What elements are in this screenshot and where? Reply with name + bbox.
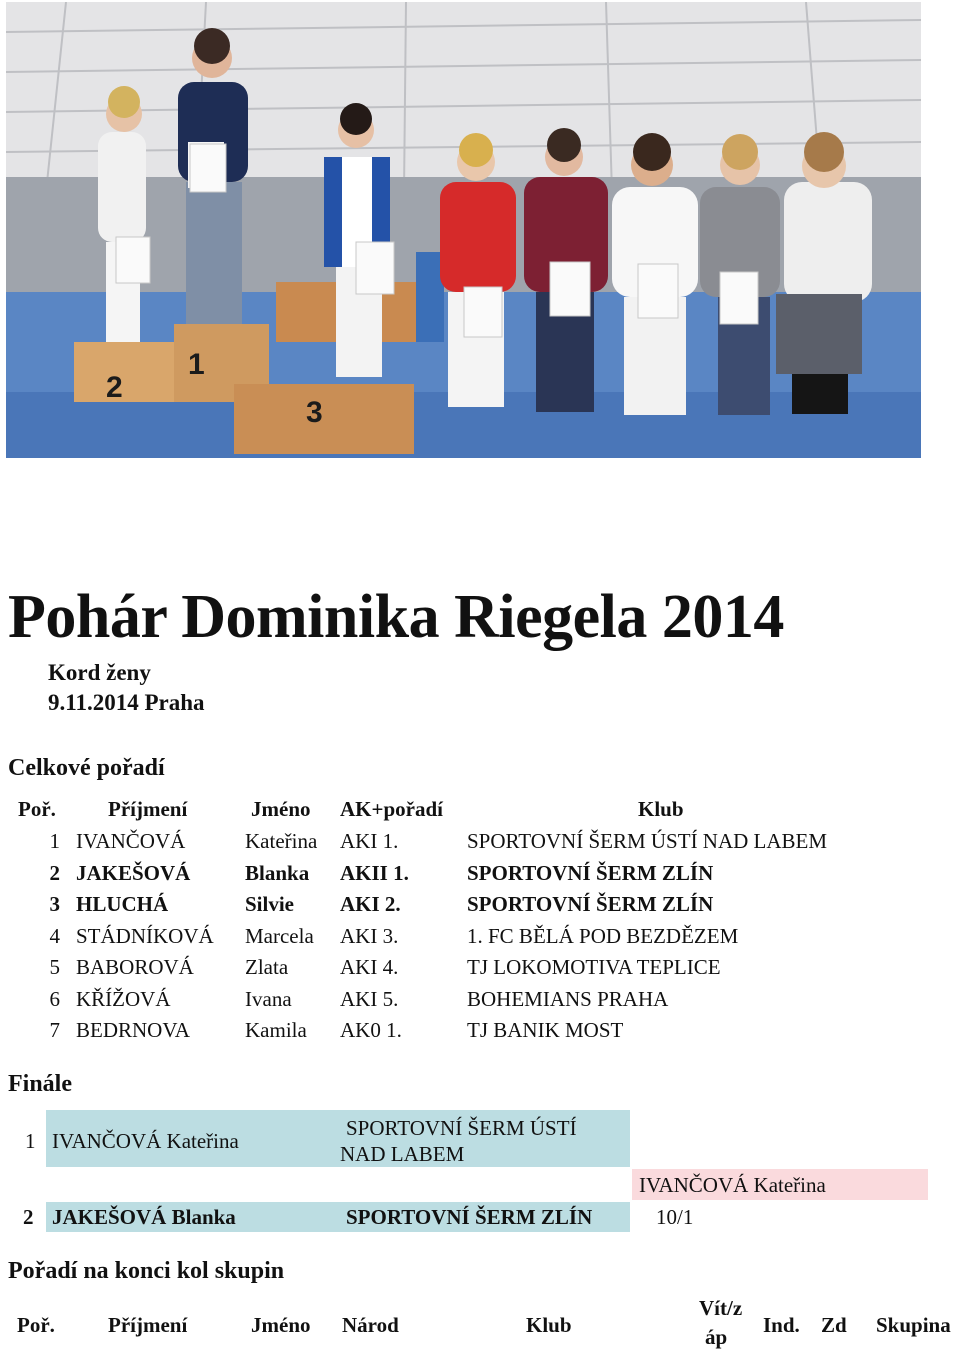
pool-col-surname: Příjmení	[108, 1313, 188, 1337]
cell-name: Blanka	[245, 861, 310, 885]
cell-rank: 7	[49, 1018, 60, 1042]
cell-ak: AKI 4.	[340, 955, 399, 979]
cell-surname: JAKEŠOVÁ	[76, 861, 191, 885]
table-row	[0, 829, 960, 859]
col-header-club: Klub	[638, 797, 684, 821]
cell-ak: AKI 1.	[340, 829, 399, 853]
cell-ak: AKI 3.	[340, 924, 399, 948]
pool-col-pool: Skupina	[876, 1313, 951, 1337]
overall-standings-heading: Celkové pořadí	[8, 755, 165, 781]
finale-fencer-2-club: SPORTOVNÍ ŠERM ZLÍN	[346, 1205, 593, 1229]
cell-surname: KŘÍŽOVÁ	[76, 987, 171, 1011]
cell-name: Ivana	[245, 987, 292, 1011]
cell-club: SPORTOVNÍ ŠERM ÚSTÍ NAD LABEM	[467, 829, 828, 853]
finale-fencer-2-box	[46, 1202, 630, 1232]
pool-standings-header-row	[0, 1296, 960, 1354]
event-category: Kord ženy	[48, 660, 151, 685]
pool-col-wins-line1: Vít/z	[699, 1296, 743, 1320]
finale-fencer-1-name: IVANČOVÁ Kateřina	[52, 1129, 239, 1153]
event-date-place: 9.11.2014 Praha	[48, 690, 205, 715]
cell-surname: STÁDNÍKOVÁ	[76, 924, 214, 948]
pool-col-name: Jméno	[251, 1313, 311, 1337]
table-row	[0, 861, 960, 891]
podium-number-2: 2	[106, 371, 123, 404]
finale-seed-2: 2	[23, 1205, 34, 1229]
col-header-surname: Příjmení	[108, 797, 188, 821]
cell-name: Silvie	[245, 892, 295, 916]
pool-col-club: Klub	[526, 1313, 572, 1337]
cell-surname: BEDRNOVA	[76, 1018, 190, 1042]
cell-surname: HLUCHÁ	[76, 892, 169, 916]
finale-fencer-1-club-line1: SPORTOVNÍ ŠERM ÚSTÍ	[346, 1116, 577, 1140]
cell-name: Kateřina	[245, 829, 318, 853]
finale-fencer-2-name: JAKEŠOVÁ Blanka	[52, 1205, 236, 1229]
finale-winner-name: IVANČOVÁ Kateřina	[639, 1173, 826, 1197]
col-header-ak: AK+pořadí	[340, 797, 443, 821]
table-row	[0, 1018, 960, 1048]
finale-winner-box	[632, 1169, 928, 1200]
finale-score: 10/1	[656, 1205, 694, 1229]
cell-name: Zlata	[245, 955, 289, 979]
table-row	[0, 987, 960, 1017]
finale-heading: Finále	[8, 1071, 72, 1097]
col-header-rank: Poř.	[18, 797, 56, 821]
cell-ak: AKI 5.	[340, 987, 399, 1011]
podium-photo	[6, 2, 921, 458]
table-row	[0, 924, 960, 954]
finale-bracket	[0, 1108, 960, 1238]
cell-club: BOHEMIANS PRAHA	[467, 987, 669, 1011]
pool-standings-heading: Pořadí na konci kol skupin	[8, 1258, 285, 1284]
table-row	[0, 955, 960, 985]
cell-rank: 6	[49, 987, 60, 1011]
table-row	[0, 892, 960, 922]
finale-seed-1: 1	[25, 1129, 36, 1153]
cell-ak: AKII 1.	[340, 861, 409, 885]
finale-fencer-1-box	[46, 1110, 630, 1167]
cell-ak: AKI 2.	[340, 892, 401, 916]
pool-col-wins-line2: áp	[705, 1325, 728, 1349]
pool-col-touches: Zd	[821, 1313, 847, 1337]
pool-col-nation: Národ	[342, 1313, 399, 1337]
finale-fencer-1-club-line2: NAD LABEM	[340, 1142, 465, 1166]
cell-club: 1. FC BĚLÁ POD BEZDĚZEM	[467, 924, 739, 948]
pool-col-index: Ind.	[763, 1313, 800, 1337]
cell-club: SPORTOVNÍ ŠERM ZLÍN	[467, 892, 714, 916]
overall-standings-table	[0, 797, 960, 1057]
cell-rank: 3	[49, 892, 60, 916]
cell-surname: BABOROVÁ	[76, 955, 194, 979]
cell-club: TJ LOKOMOTIVA TEPLICE	[467, 955, 721, 979]
podium-number-1: 1	[188, 348, 205, 381]
cell-name: Kamila	[245, 1018, 307, 1042]
cell-rank: 4	[49, 924, 60, 948]
cell-rank: 5	[49, 955, 60, 979]
cell-club: SPORTOVNÍ ŠERM ZLÍN	[467, 861, 714, 885]
col-header-name: Jméno	[251, 797, 311, 821]
cell-club: TJ BANIK MOST	[467, 1018, 624, 1042]
pool-col-rank: Poř.	[17, 1313, 55, 1337]
cell-name: Marcela	[245, 924, 314, 948]
cell-rank: 1	[49, 829, 60, 853]
cell-ak: AK0 1.	[340, 1018, 402, 1042]
podium-number-3: 3	[306, 396, 323, 429]
cell-rank: 2	[49, 861, 60, 885]
cell-surname: IVANČOVÁ	[76, 829, 186, 853]
event-title: Pohár Dominika Riegela 2014	[8, 583, 784, 651]
